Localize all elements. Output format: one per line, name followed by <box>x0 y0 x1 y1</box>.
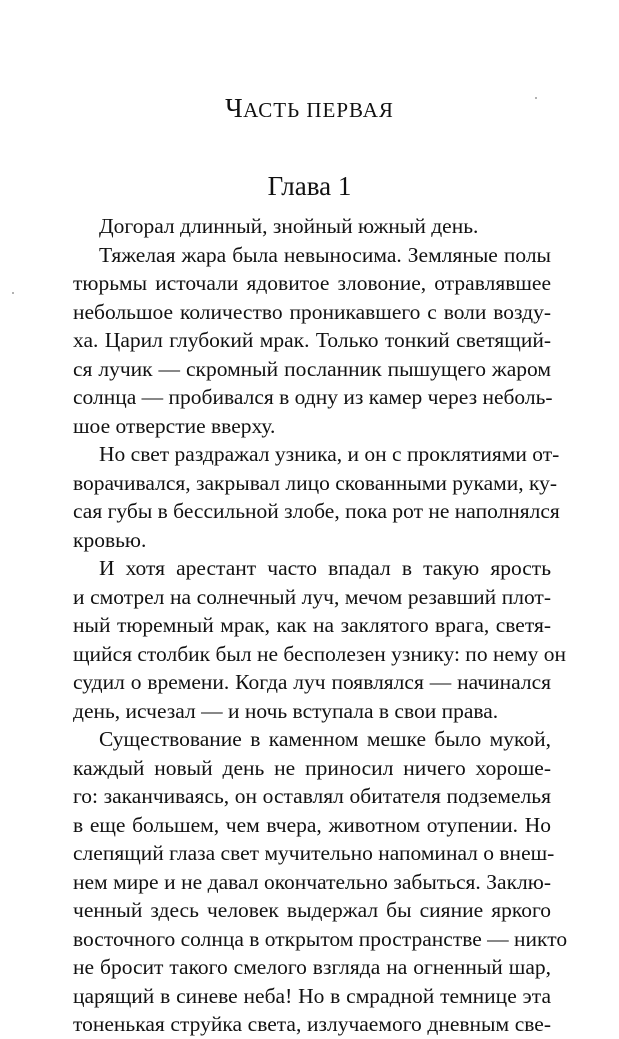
text-line: го: заканчиваясь, он оставлял обитателя подземелья <box>73 784 551 808</box>
text-line: тюрьмы источали ядовитое зловоние, отравлявшее <box>73 271 551 295</box>
text-line: ся лучик — скромный посланник пышущего жаром <box>73 356 551 381</box>
text-line: сая губы в бессильной злобе, пока рот не наполнялся <box>73 499 560 523</box>
text-line: и смотрел на солнечный луч, мечом резавший плот- <box>73 584 551 609</box>
text-line: солнца — пробивался в одну из камер через неболь- <box>73 385 553 409</box>
text-line: щийся столбик был не бесполезен узнику: по нему он <box>73 641 566 666</box>
text-line: судил о времени. Когда луч появлялся — начинался <box>73 670 551 694</box>
paper-speck <box>12 292 14 294</box>
text-line: шое отверстие вверху. <box>73 413 276 438</box>
text-line: нем мире и не давал окончательно забыться. Заклю- <box>73 869 551 894</box>
paper-speck <box>535 97 537 99</box>
text-line: ный тюремный мрак, как на заклятого врага, светя- <box>73 613 551 637</box>
text-line: ха. Царил глубокий мрак. Только тонкий светящий- <box>73 328 551 352</box>
text-line: Но свет раздражал узника, и он с проклятиями от- <box>99 442 560 466</box>
chapter-title: Глава 1 <box>267 171 352 201</box>
text-line: слепящий глаза свет мучительно напоминал о внеш- <box>73 841 555 865</box>
text-line: Тяжелая жара была невыносима. Земляные полы <box>99 242 551 267</box>
text-line: ворачивался, закрывал лицо скованными руками, ку- <box>73 470 558 495</box>
text-line: И хотя арестант часто впадал в такую ярость <box>99 556 551 580</box>
part-title <box>0 92 619 126</box>
part-title-rest: АСТЬ ПЕРВАЯ <box>243 98 394 122</box>
text-line: восточного солнца в открытом пространстве — никто <box>73 926 568 951</box>
text-line: тоненькая струйка света, излучаемого дневным све- <box>73 1012 551 1036</box>
text-line: не бросит такого смелого взгляда на огненный шар, <box>73 955 551 979</box>
text-line: день, исчезал — и ночь вступала в свои права. <box>73 698 499 723</box>
text-line: Существование в каменном мешке было мукой, <box>99 727 551 751</box>
text-line: Догорал длинный, знойный южный день. <box>99 214 479 238</box>
part-title-initial: Ч <box>225 93 244 123</box>
chapter-body <box>73 212 568 1039</box>
text-line: в еще большем, чем вчера, животном отупении. Но <box>73 812 551 837</box>
text-line: царящий в синеве неба! Но в смрадной темнице эта <box>73 983 551 1008</box>
text-line: ченный здесь человек выдержал бы сияние яркого <box>73 898 551 922</box>
text-line: каждый новый день не приносил ничего хороше- <box>73 755 551 780</box>
text-line: небольшое количество проникавшего с воли возду- <box>73 299 551 324</box>
text-line: кровью. <box>73 527 147 552</box>
